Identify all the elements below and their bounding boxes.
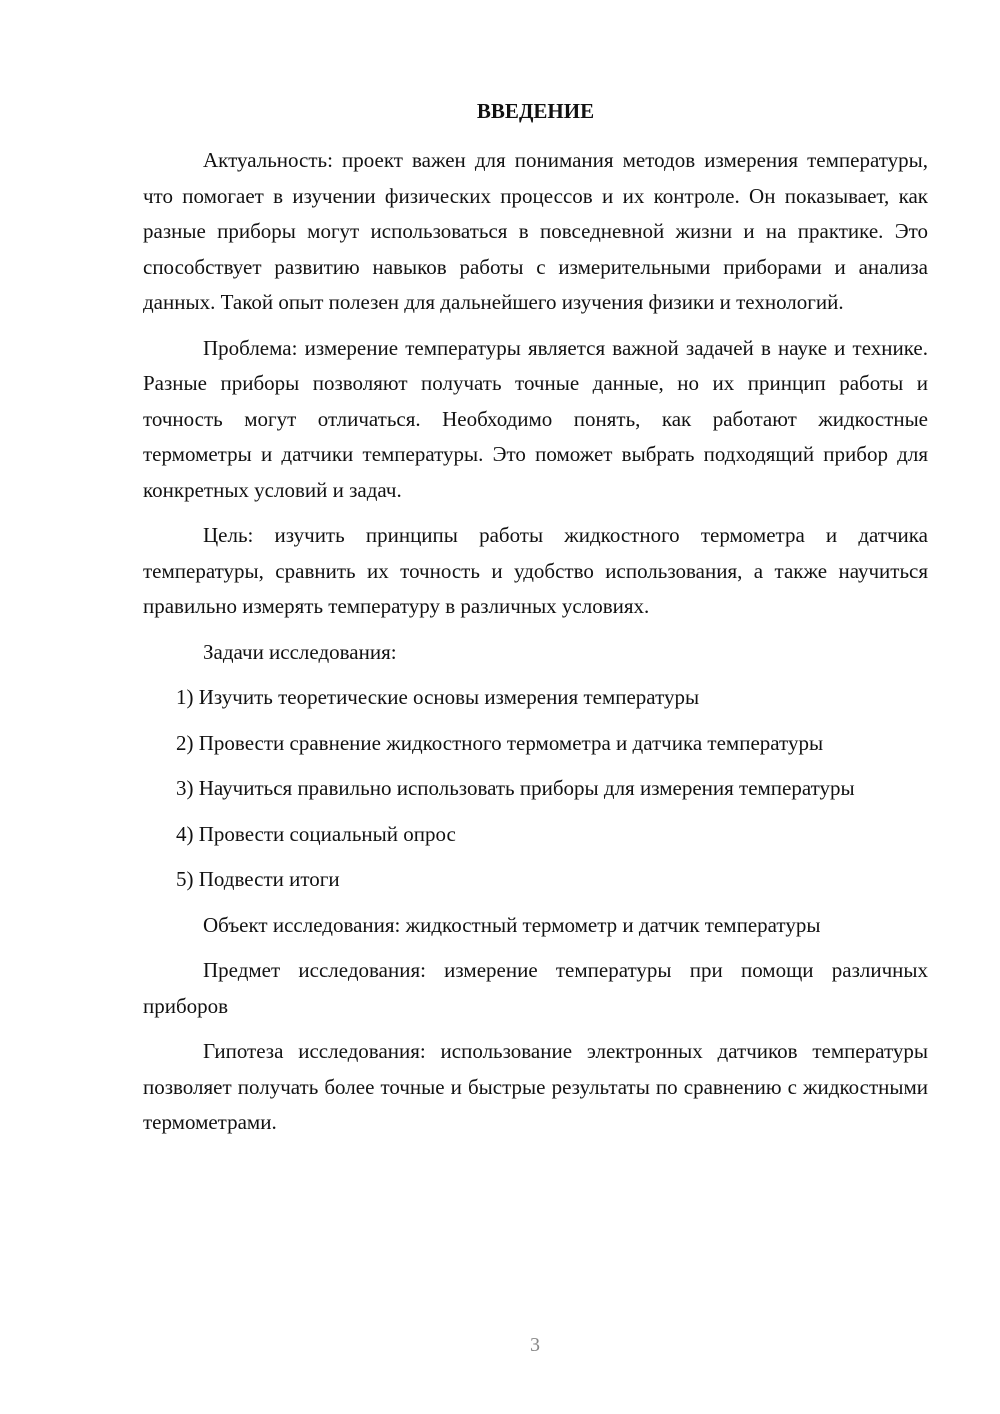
- page-number: 3: [530, 1334, 540, 1356]
- list-item: 1) Изучить теоретические основы измерения температуры: [176, 685, 700, 709]
- tasks-list: [143, 680, 928, 898]
- paragraph-hypothesis: Гипотеза исследования: использование электронных датчиков температуры позволяет получать более точные и быстрые результаты по сравнению с жидкостными термометрами.: [143, 1039, 928, 1134]
- paragraph-goal: Цель: изучить принципы работы жидкостного термометра и датчика температуры, сравнить их точность и удобство использования, а также научиться правильно измерять температуру в различных условиях.: [143, 523, 928, 618]
- list-item: 2) Провести сравнение жидкостного термометра и датчика температуры: [176, 730, 824, 755]
- list-item: 4) Провести социальный опрос: [176, 821, 456, 846]
- paragraph-relevance: Актуальность: проект важен для понимания методов измерения температуры, что помогает в изучении физических процессов и их контроле. Он показывает, как разные приборы могут использоваться в повседневной жизни и на практике. Это способствует развитию навыков работы с измерительными приборами и анализа данных. Такой опыт полезен для дальнейшего изучения физики и технологий.: [143, 148, 928, 314]
- page-content: [143, 96, 928, 1141]
- list-item: 3) Научиться правильно использовать приборы для измерения температуры: [176, 776, 855, 800]
- paragraph-tasks-heading: Задачи исследования:: [203, 639, 397, 664]
- section-heading: ВВЕДЕНИЕ: [476, 99, 595, 123]
- paragraph-subject: Предмет исследования: измерение температуры при помощи различных приборов: [143, 958, 928, 1018]
- list-item: 5) Подвести итоги: [176, 867, 340, 891]
- paragraph-problem: Проблема: измерение температуры является важной задачей в науке и технике. Разные приборы позволяют получать точные данные, но их принцип работы и точность могут отличаться. Необходимо понять, как работают жидкостные термометры и датчики температуры. Это поможет выбрать подходящий прибор для конкретных условий и задач.: [143, 335, 928, 502]
- paragraph-object: Объект исследования: жидкостный термометр и датчик температуры: [203, 912, 821, 937]
